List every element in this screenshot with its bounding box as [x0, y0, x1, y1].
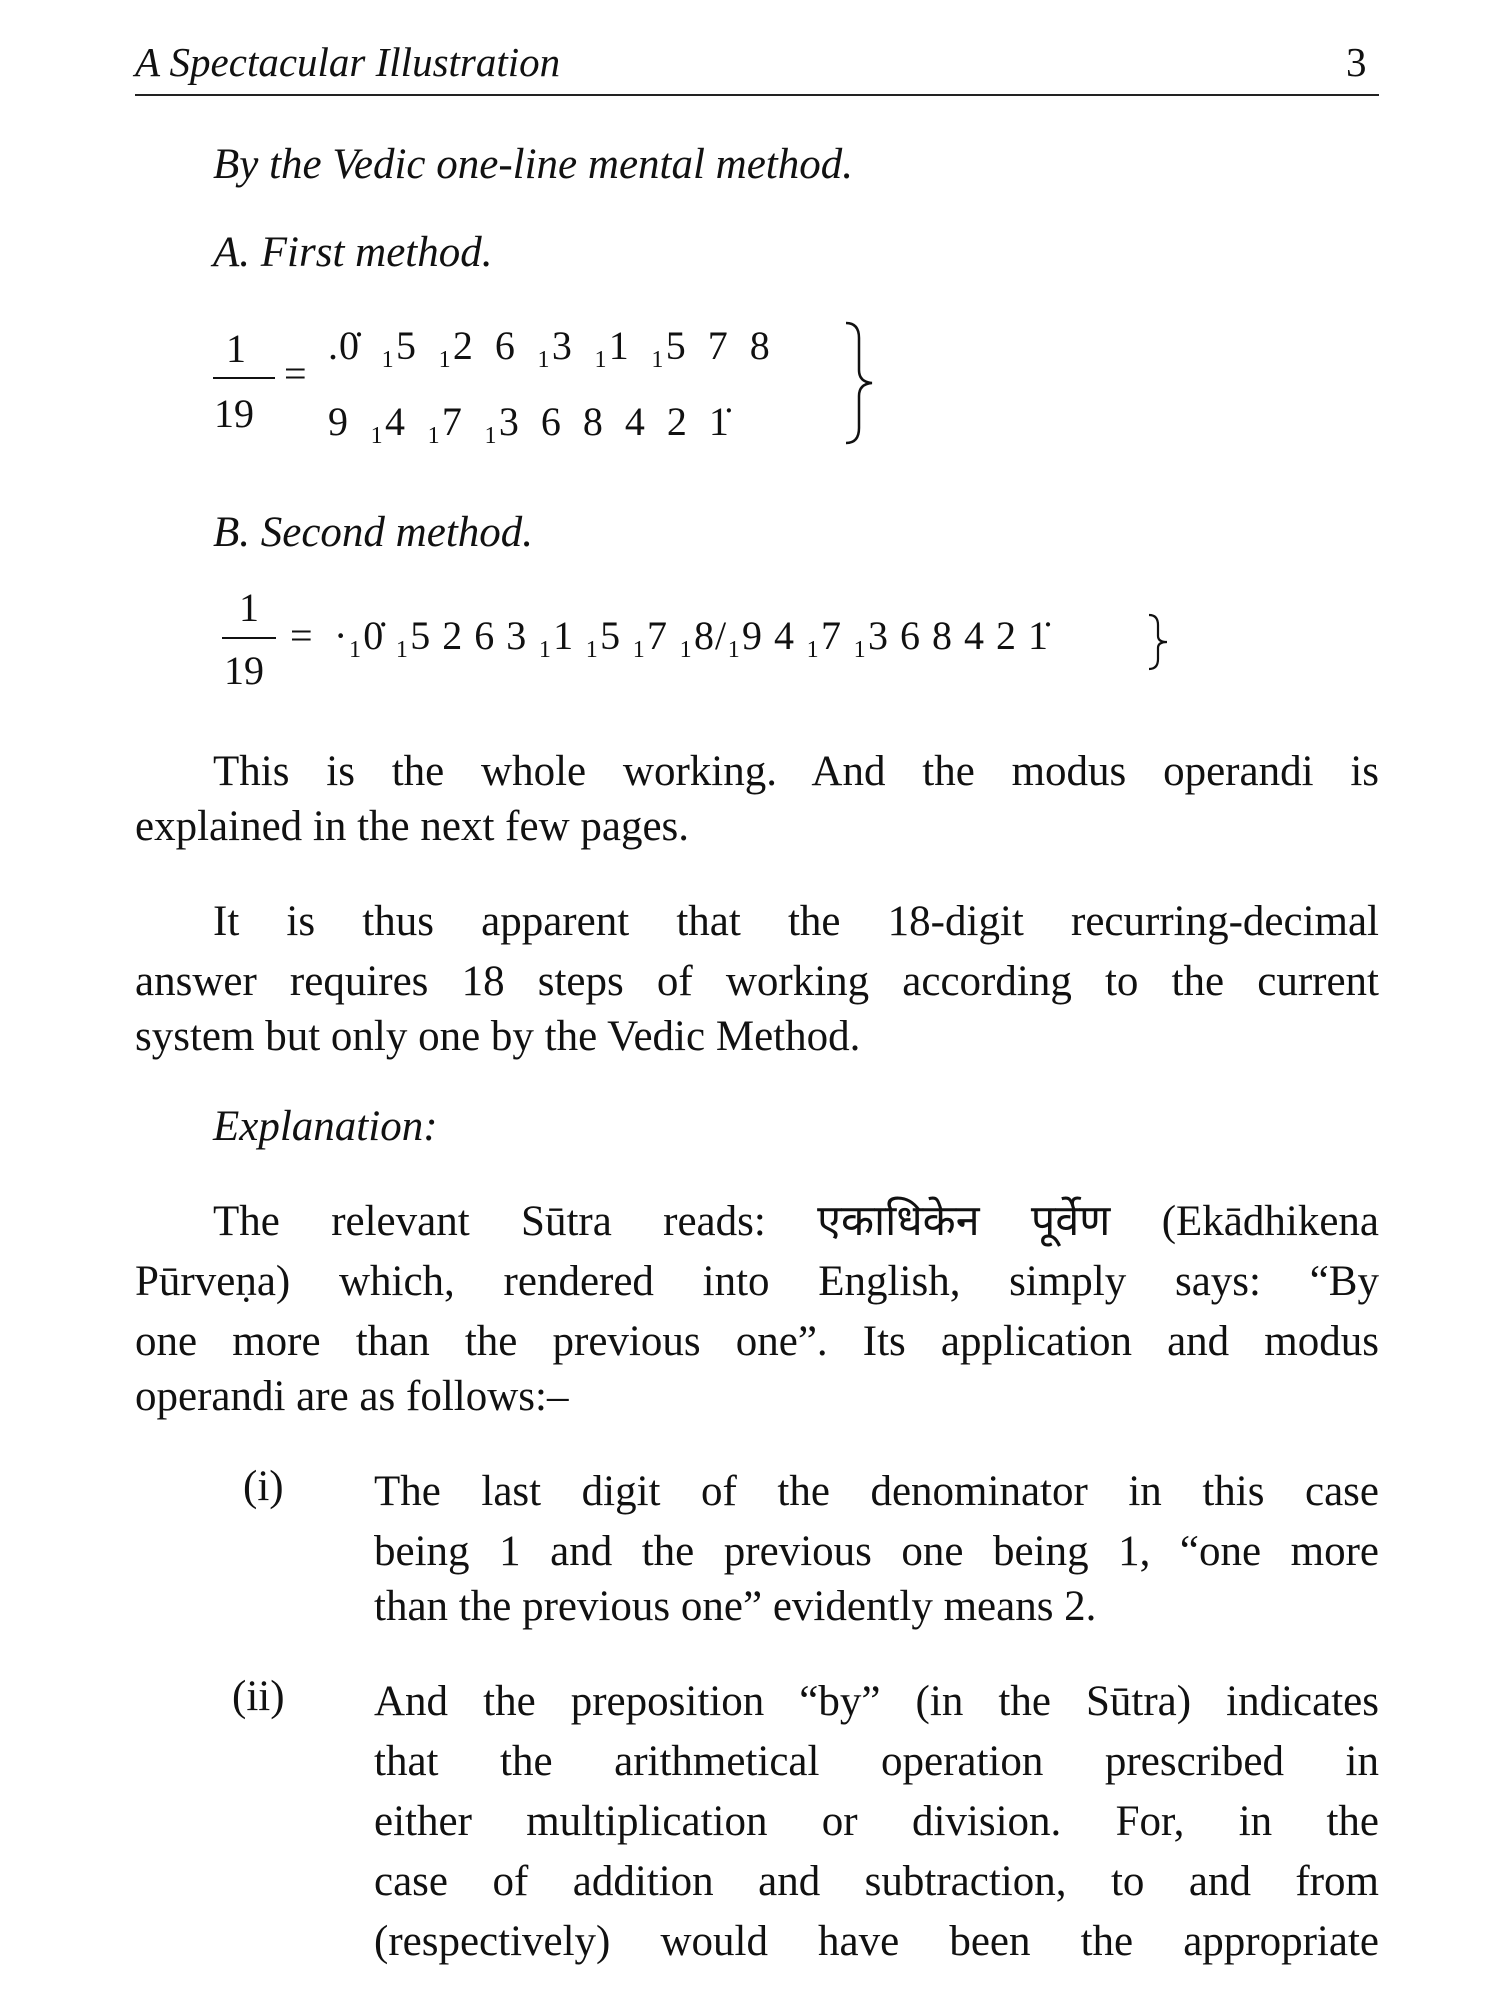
intro-line: By the Vedic one-line mental method.: [213, 141, 854, 188]
item-ii-line4: case of addition and subtraction, to and from: [374, 1858, 1379, 1905]
item-i-line2: being 1 and the previous one being 1, “one more: [374, 1528, 1379, 1575]
para3-line2: Pūrveṇa) which, rendered into English, simply says: “By: [135, 1258, 1379, 1305]
item-i-line3: than the previous one” evidently means 2.: [374, 1583, 1097, 1630]
item-ii-line1: And the preposition “by” (in the Sūtra) indicates: [374, 1678, 1379, 1725]
para3-line3: one more than the previous one”. Its application and modus: [135, 1318, 1379, 1365]
item-ii-label: (ii): [232, 1673, 285, 1720]
item-ii-line5: (respectively) would have been the appropriate: [374, 1918, 1379, 1965]
method-a-denominator: 19: [214, 391, 254, 436]
method-b-numerator: 1: [239, 585, 259, 630]
page-header-title: A Spectacular Illustration: [135, 39, 561, 85]
method-a-row1: .0̇ ₁5 ₁2 6 ₁3 ₁1 ₁5 7 8: [328, 323, 771, 368]
page-number: 3: [1346, 39, 1367, 85]
method-a-row2: 9 ₁4 ₁7 ₁3 6 8 4 2 1̇: [328, 399, 730, 444]
item-ii-line2: that the arithmetical operation prescribed in: [374, 1738, 1379, 1785]
para2-line3: system but only one by the Vedic Method.: [135, 1013, 861, 1060]
para1-line1: This is the whole working. And the modus operandi is: [213, 748, 1379, 795]
para3-line1: The relevant Sūtra reads: एकाधिकेन पूर्वेण (Ekādhikena: [213, 1198, 1379, 1245]
method-b-equals: =: [290, 613, 313, 658]
method-a-equals: =: [284, 351, 307, 396]
method-b-expression: ·₁0̇ ₁5 2 6 3 ₁1 ₁5 ₁7 ₁8/₁9 4 ₁7 ₁3 6 8 4 2 1̇: [334, 613, 1049, 658]
item-ii-line3: either multiplication or division. For, in the: [374, 1798, 1379, 1845]
method-a-fraction-bar: [213, 377, 275, 379]
explanation-heading: Explanation:: [213, 1103, 438, 1150]
header-rule: [135, 94, 1379, 96]
para2-line1: It is thus apparent that the 18-digit recurring-decimal: [213, 898, 1379, 945]
method-a-numerator: 1: [226, 326, 246, 371]
method-b-denominator: 19: [224, 648, 264, 693]
para1-line2: explained in the next few pages.: [135, 803, 690, 850]
para3-line4: operandi are as follows:–: [135, 1373, 569, 1420]
para2-line2: answer requires 18 steps of working according to the current: [135, 958, 1379, 1005]
item-i-line1: The last digit of the denominator in this case: [374, 1468, 1379, 1515]
item-i-label: (i): [243, 1463, 284, 1510]
method-a-right-brace: [842, 320, 876, 446]
method-b-right-brace: [1146, 612, 1170, 672]
method-b-fraction-bar: [222, 637, 276, 639]
method-b-title: B. Second method.: [213, 509, 534, 556]
method-a-title: A. First method.: [213, 229, 493, 276]
